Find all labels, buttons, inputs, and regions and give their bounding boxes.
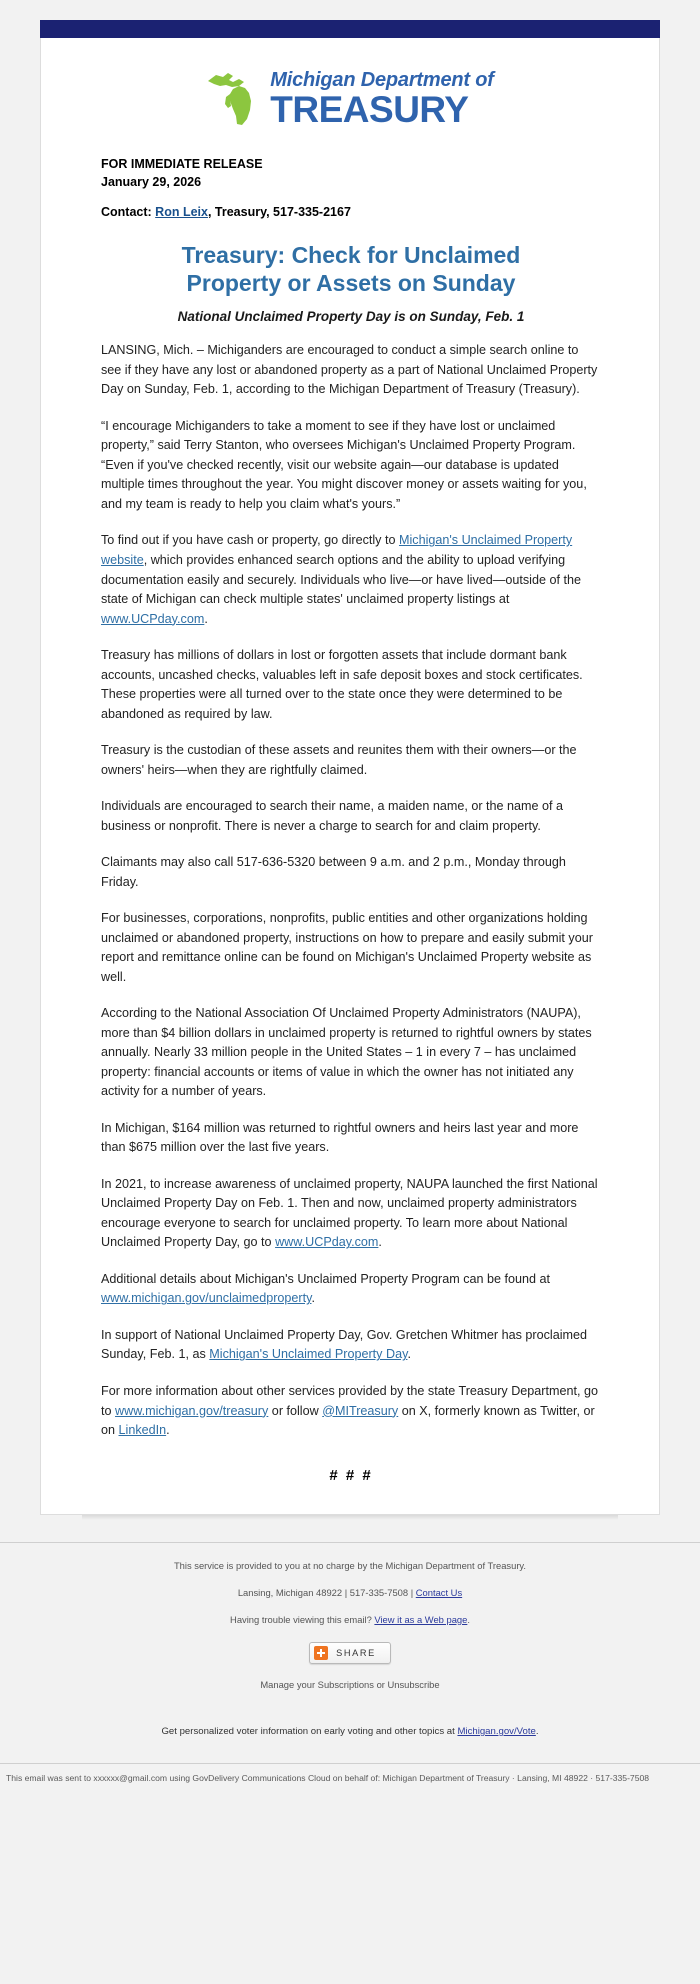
voter-info-text: Get personalized voter information on early voting and other topics at — [161, 1725, 458, 1737]
navy-top-bar — [40, 20, 660, 38]
michigan-unclaimed-property-day-link[interactable]: Michigan's Unclaimed Property Day — [209, 1347, 408, 1362]
voter-info-suffix: . — [535, 1725, 539, 1737]
mitreasury-handle-link[interactable]: @MITreasury — [322, 1403, 399, 1418]
michigan-unclaimedproperty-link[interactable]: www.michigan.gov/unclaimedproperty — [101, 1291, 312, 1306]
paragraph-businesses: For businesses, corporations, nonprofits, public entities and other organizations holding unclaimed or abandoned property, instructions on how to prepare and easily submit your report and remittance online can be found on Michigan's Unclaimed Property website as well. — [101, 911, 593, 984]
email-body — [41, 155, 659, 1514]
p13-text-b: . — [407, 1347, 411, 1362]
p3-text-a: To find out if you have cash or property, go directly to — [101, 533, 399, 548]
contact-name-link[interactable]: Ron Leix — [155, 205, 208, 220]
paragraph-additional-details — [101, 1270, 601, 1309]
p11-text-b: . — [378, 1235, 382, 1250]
p14-text-c: on X, formerly known as Twitter, or on — [101, 1403, 595, 1438]
page-title — [101, 241, 601, 297]
headline-line-1: Treasury: Check for Unclaimed — [181, 242, 521, 269]
footer-trouble-text: Having trouble viewing this email? — [230, 1613, 375, 1625]
contact-us-link[interactable]: Contact Us — [415, 1586, 463, 1598]
subheadline: National Unclaimed Property Day is on Sunday, Feb. 1 — [177, 309, 525, 325]
p12-text-b: . — [311, 1291, 315, 1306]
view-web-page-link[interactable]: View it as a Web page — [374, 1613, 468, 1625]
contact-line — [101, 205, 601, 219]
p3-text-c: . — [204, 611, 208, 626]
paragraph-more-information — [101, 1382, 601, 1441]
unclaimed-property-website-link[interactable]: Michigan's Unclaimed Property website — [101, 533, 573, 567]
email-footer — [0, 1543, 700, 1763]
logo-treasury-text: TREASURY — [270, 88, 469, 130]
paragraph-find-out — [101, 531, 601, 629]
contact-suffix: , Treasury, 517-335-2167 — [207, 205, 351, 220]
paragraph-millions-assets: Treasury has millions of dollars in lost or forgotten assets that include dormant bank accounts, uncashed checks, valuables left in safe deposit boxes and stock certificates. These properties were all turned over to the state once they were determined to be abandoned as required by law. — [101, 648, 583, 721]
voter-info-line — [40, 1726, 660, 1737]
paragraph-lansing-intro: LANSING, Mich. – Michiganders are encouraged to conduct a simple search online to see if they have any lost or abandoned property as a part of National Unclaimed Property Day on Sunday, Feb. 1, according to the Michigan Department of Treasury (Treasury). — [101, 343, 598, 397]
michigan-treasury-link[interactable]: www.michigan.gov/treasury — [115, 1403, 269, 1418]
footer-address-text: Lansing, Michigan 48922 | 517-335-7508 | — [237, 1586, 416, 1598]
manage-subscriptions-line[interactable] — [40, 1678, 660, 1692]
michigan-mitten-icon — [206, 64, 266, 133]
card-shadow — [82, 1515, 618, 1520]
footer-address-line — [40, 1586, 660, 1600]
p13-text-a: In support of National Unclaimed Property Day, Gov. Gretchen Whitmer has proclaimed Sunday, Feb. 1, as — [101, 1327, 587, 1362]
p14-text-d: . — [166, 1423, 170, 1438]
paragraph-claimants-phone: Claimants may also call 517-636-5320 between 9 a.m. and 2 p.m., Monday through Friday. — [101, 855, 566, 889]
release-header — [101, 155, 601, 191]
logo-department-text: Michigan Department of — [270, 68, 494, 91]
paragraph-stanton-quote: “I encourage Michiganders to take a moment to see if they have lost or unclaimed property,” said Terry Stanton, who oversees Michigan's Unclaimed Property Program. “Even if you've checked recently, visit our website again—our database is updated multiple times throughout the year. You might discover money or assets waiting for you, and my team is ready to help you claim what's yours.” — [101, 418, 587, 511]
share-button[interactable] — [309, 1642, 391, 1664]
michigan-vote-link[interactable]: Michigan.gov/Vote — [457, 1725, 536, 1737]
share-button-label: SHARE — [336, 1647, 376, 1658]
immediate-release-label: FOR IMMEDIATE RELEASE — [101, 157, 263, 171]
footer-service-line: This service is provided to you at no charge by the Michigan Department of Treasury. — [173, 1559, 527, 1571]
release-date: January 29, 2026 — [101, 175, 202, 190]
headline-line-2: Property or Assets on Sunday — [186, 270, 516, 297]
paragraph-custodian: Treasury is the custodian of these assets and reunites them with their owners—or the owners' heirs—when they are rightfully claimed. — [101, 743, 577, 777]
linkedin-link[interactable]: LinkedIn — [118, 1423, 167, 1438]
end-of-release-mark: # # # — [329, 1466, 373, 1484]
paragraph-naupa-stats: According to the National Association Of Unclaimed Property Administrators (NAUPA), more than $4 billion dollars in unclaimed property is returned to rightful owners by states annually. Nearly 33 million people in the United States – 1 in every 7 – has unclaimed property: financial accounts or items of value in which the owner has not initiated any activity for a number of years. — [101, 1006, 592, 1099]
paragraph-search-name: Individuals are encouraged to search their name, a maiden name, or the name of a business or nonprofit. There is never a charge to search for and claim property. — [101, 799, 564, 833]
paragraph-governor-proclamation — [101, 1326, 601, 1365]
treasury-logo — [41, 38, 659, 155]
p3-text-b: , which provides enhanced search options and the ability to upload verifying documentation easily and securely. Individuals who live—or have lived—outside of the state of Michigan can check multiple states' unclaimed property listings at — [101, 552, 581, 607]
p14-text-b: or follow — [268, 1403, 323, 1418]
paragraph-2021-history — [101, 1175, 601, 1253]
ucpday-link-1[interactable]: www.UCPday.com — [101, 611, 205, 626]
contact-prefix: Contact: — [101, 205, 156, 220]
p12-text-a: Additional details about Michigan's Unclaimed Property Program can be found at — [101, 1271, 551, 1286]
legal-disclaimer: This email was sent to xxxxxx@gmail.com using GovDelivery Communications Cloud on behalf of: Michigan Department of Treasury · Lansing, MI 48922 · 517-335-7508 — [6, 1772, 650, 1783]
share-plus-icon — [314, 1646, 328, 1660]
footer-trouble-suffix: . — [467, 1613, 470, 1625]
paragraph-michigan-returns: In Michigan, $164 million was returned to rightful owners and heirs last year and more than $675 million over the last five years. — [101, 1120, 579, 1155]
ucpday-link-2[interactable]: www.UCPday.com — [275, 1235, 379, 1250]
footer-trouble-line — [40, 1613, 660, 1627]
email-card — [40, 38, 660, 1515]
p14-text-a: For more information about other services provided by the state Treasury Department, go to — [101, 1384, 598, 1418]
p11-text-a: In 2021, to increase awareness of unclaimed property, NAUPA launched the first National Unclaimed Property Day on Feb. 1. Then and now, unclaimed property administrators encourage everyone to search for unclaimed property. To learn more about National Unclaimed Property Day, go to — [101, 1176, 598, 1250]
manage-subscriptions-text: Manage your Subscriptions or Unsubscribe — [260, 1678, 440, 1690]
